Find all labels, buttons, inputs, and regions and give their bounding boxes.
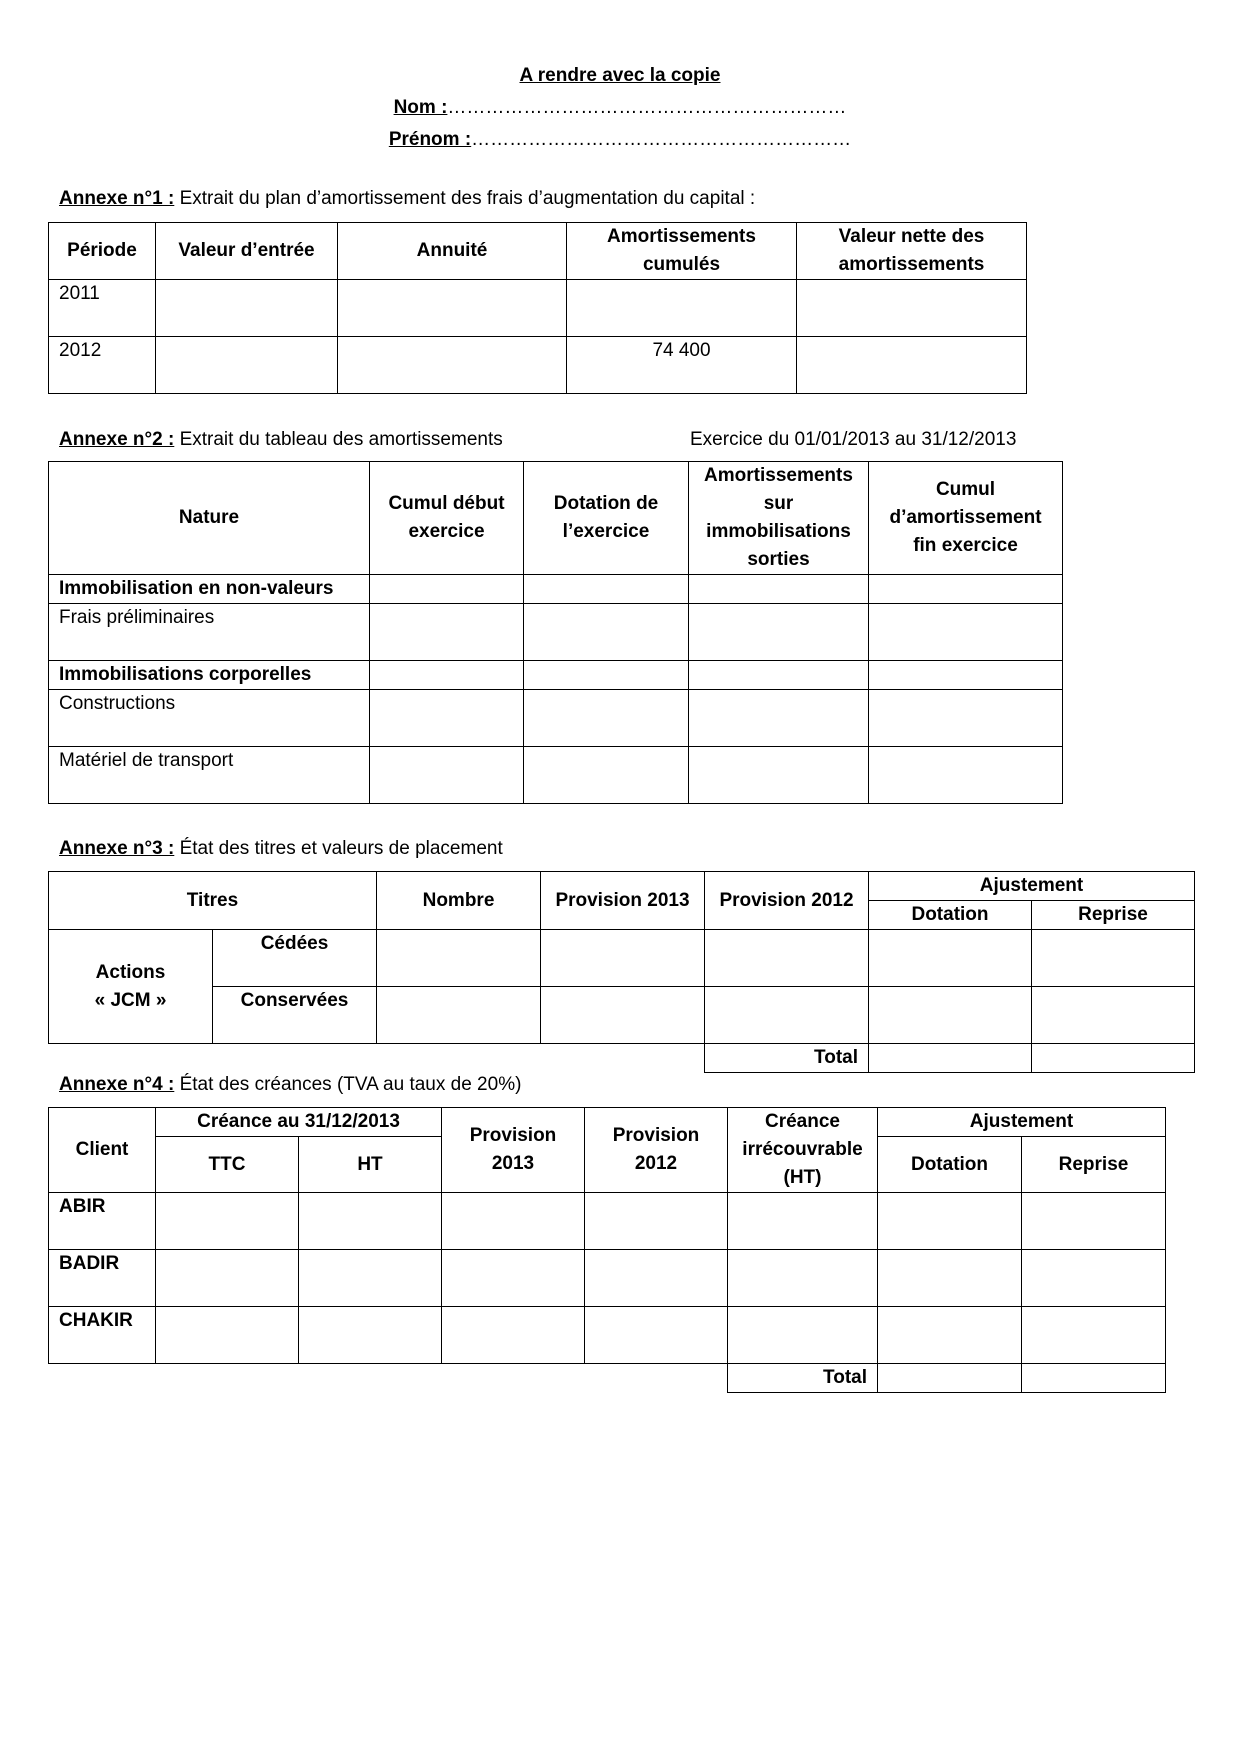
input-cell[interactable]: [878, 1193, 1022, 1250]
input-cell[interactable]: [689, 747, 869, 804]
input-cell[interactable]: [370, 661, 524, 690]
annexe3-title: État des titres et valeurs de placement: [174, 838, 503, 859]
table-row: [49, 604, 1063, 661]
input-cell[interactable]: [156, 1250, 299, 1307]
input-cell[interactable]: [689, 690, 869, 747]
total-dotation-cell[interactable]: [869, 1044, 1032, 1073]
col-cumul-fin: Cumul d’amortissement fin exercice: [869, 462, 1063, 575]
input-cell[interactable]: [878, 1307, 1022, 1364]
client-cell: ABIR: [49, 1193, 156, 1250]
total-label: Total: [728, 1364, 878, 1393]
input-cell[interactable]: [705, 987, 869, 1044]
table-row: [49, 1193, 1166, 1250]
col-reprise: Reprise: [1022, 1137, 1166, 1193]
col-ht: HT: [299, 1137, 442, 1193]
input-cell[interactable]: [869, 987, 1032, 1044]
annexe2-heading: [59, 429, 503, 451]
col-creance: Créance au 31/12/2013: [156, 1108, 442, 1137]
input-cell[interactable]: [442, 1193, 585, 1250]
page-header: [0, 60, 1240, 156]
annexe1-table: [48, 222, 1027, 394]
annexe3-label: Annexe n°3 :: [59, 838, 175, 859]
annexe3-heading: [59, 838, 503, 860]
col-ttc: TTC: [156, 1137, 299, 1193]
input-cell[interactable]: [1032, 930, 1195, 987]
client-cell: BADIR: [49, 1250, 156, 1307]
input-cell[interactable]: [524, 661, 689, 690]
input-cell[interactable]: [442, 1250, 585, 1307]
table-row: [49, 930, 1195, 987]
input-cell[interactable]: [797, 337, 1027, 394]
periode-cell: 2012: [49, 337, 156, 394]
col-periode: Période: [49, 223, 156, 280]
input-cell[interactable]: [869, 604, 1063, 661]
input-cell[interactable]: [299, 1307, 442, 1364]
page-title: A rendre avec la copie: [519, 65, 721, 86]
nom-label: Nom :: [393, 97, 448, 118]
col-valeur-entree: Valeur d’entrée: [156, 223, 338, 280]
conservees-label: Conservées: [213, 987, 377, 1044]
input-cell[interactable]: [869, 930, 1032, 987]
table-row: [49, 690, 1063, 747]
input-cell[interactable]: [370, 747, 524, 804]
input-cell[interactable]: [689, 661, 869, 690]
input-cell[interactable]: [705, 930, 869, 987]
annexe1-label: Annexe n°1 :: [59, 188, 175, 209]
col-dotation: Dotation de l’exercice: [524, 462, 689, 575]
input-cell[interactable]: [585, 1307, 728, 1364]
annexe4-title: État des créances (TVA au taux de 20%): [174, 1074, 522, 1095]
col-creance-irrecouvrable: Créance irrécouvrable (HT): [728, 1108, 878, 1193]
input-cell[interactable]: [878, 1250, 1022, 1307]
input-cell[interactable]: [524, 604, 689, 661]
annexe2-title: Extrait du tableau des amortissements: [174, 429, 503, 450]
annexe4-table: [48, 1107, 1166, 1393]
input-cell[interactable]: [689, 575, 869, 604]
annexe4-heading: [59, 1074, 521, 1096]
input-cell[interactable]: [1022, 1193, 1166, 1250]
table-row: [49, 280, 1027, 337]
input-cell[interactable]: [338, 337, 567, 394]
col-titres: Titres: [49, 872, 377, 930]
table-row: [49, 1307, 1166, 1364]
input-cell[interactable]: [370, 575, 524, 604]
input-cell[interactable]: [1032, 987, 1195, 1044]
input-cell[interactable]: [585, 1250, 728, 1307]
annexe1-heading: [59, 188, 755, 210]
input-cell[interactable]: [156, 280, 338, 337]
col-cumul-debut: Cumul début exercice: [370, 462, 524, 575]
col-annuite: Annuité: [338, 223, 567, 280]
col-nature: Nature: [49, 462, 370, 575]
nom-field[interactable]: ………………………………………………………: [447, 97, 847, 118]
input-cell[interactable]: [541, 987, 705, 1044]
table-row: [49, 1250, 1166, 1307]
col-ajustement: Ajustement: [878, 1108, 1166, 1137]
input-cell[interactable]: [869, 661, 1063, 690]
annexe2-period: Exercice du 01/01/2013 au 31/12/2013: [690, 429, 1017, 450]
input-cell[interactable]: [524, 575, 689, 604]
total-row: [49, 1364, 1166, 1393]
prenom-label: Prénom :: [388, 129, 472, 150]
cedees-label: Cédées: [213, 930, 377, 987]
input-cell[interactable]: [541, 930, 705, 987]
input-cell[interactable]: [156, 1193, 299, 1250]
nature-cell: Immobilisations corporelles: [49, 661, 370, 690]
nature-cell: Immobilisation en non-valeurs: [49, 575, 370, 604]
input-cell[interactable]: [377, 987, 541, 1044]
total-reprise-cell[interactable]: [1022, 1364, 1166, 1393]
table-row: [49, 987, 1195, 1044]
nature-cell: Matériel de transport: [49, 747, 370, 804]
col-dotation: Dotation: [869, 901, 1032, 930]
col-client: Client: [49, 1108, 156, 1193]
input-cell[interactable]: [689, 604, 869, 661]
nature-cell: Constructions: [49, 690, 370, 747]
input-cell[interactable]: [728, 1307, 878, 1364]
table-row: [49, 747, 1063, 804]
client-cell: CHAKIR: [49, 1307, 156, 1364]
input-cell[interactable]: [377, 930, 541, 987]
input-cell[interactable]: [1022, 1250, 1166, 1307]
annexe3-table: [48, 871, 1195, 1073]
input-cell[interactable]: [370, 690, 524, 747]
input-cell[interactable]: [299, 1193, 442, 1250]
col-amortissements-sorties: Amortissements sur immobilisations sorties: [689, 462, 869, 575]
annexe2-label: Annexe n°2 :: [59, 429, 175, 450]
input-cell[interactable]: [156, 1307, 299, 1364]
col-provision-2013: Provision 2013: [442, 1108, 585, 1193]
input-cell[interactable]: [567, 280, 797, 337]
cumules-value-cell[interactable]: 74 400: [567, 337, 797, 394]
col-valeur-nette: Valeur nette des amortissements: [797, 223, 1027, 280]
col-provision-2012: Provision 2012: [705, 872, 869, 930]
table-row: [49, 337, 1027, 394]
total-row: [49, 1044, 1195, 1073]
input-cell[interactable]: [869, 747, 1063, 804]
col-dotation: Dotation: [878, 1137, 1022, 1193]
col-ajustement: Ajustement: [869, 872, 1195, 901]
nature-cell: Frais préliminaires: [49, 604, 370, 661]
total-reprise-cell[interactable]: [1032, 1044, 1195, 1073]
annexe1-title: Extrait du plan d’amortissement des frais d’augmentation du capital :: [174, 188, 756, 209]
input-cell[interactable]: [442, 1307, 585, 1364]
col-reprise: Reprise: [1032, 901, 1195, 930]
input-cell[interactable]: [728, 1250, 878, 1307]
col-nombre: Nombre: [377, 872, 541, 930]
input-cell[interactable]: [156, 337, 338, 394]
col-amortissements-cumules: Amortissements cumulés: [567, 223, 797, 280]
input-cell[interactable]: [869, 575, 1063, 604]
input-cell[interactable]: [585, 1193, 728, 1250]
col-provision-2012: Provision 2012: [585, 1108, 728, 1193]
input-cell[interactable]: [299, 1250, 442, 1307]
total-label: Total: [705, 1044, 869, 1073]
input-cell[interactable]: [338, 280, 567, 337]
periode-cell: 2011: [49, 280, 156, 337]
input-cell[interactable]: [1022, 1307, 1166, 1364]
actions-jcm-label: Actions « JCM »: [49, 930, 213, 1044]
input-cell[interactable]: [524, 747, 689, 804]
table-row: [49, 575, 1063, 604]
col-provision-2013: Provision 2013: [541, 872, 705, 930]
total-dotation-cell[interactable]: [878, 1364, 1022, 1393]
input-cell[interactable]: [797, 280, 1027, 337]
prenom-field[interactable]: ……………………………………………………: [471, 129, 852, 150]
input-cell[interactable]: [524, 690, 689, 747]
input-cell[interactable]: [728, 1193, 878, 1250]
annexe4-label: Annexe n°4 :: [59, 1074, 175, 1095]
annexe2-table: [48, 461, 1063, 804]
input-cell[interactable]: [370, 604, 524, 661]
table-row: [49, 661, 1063, 690]
input-cell[interactable]: [869, 690, 1063, 747]
